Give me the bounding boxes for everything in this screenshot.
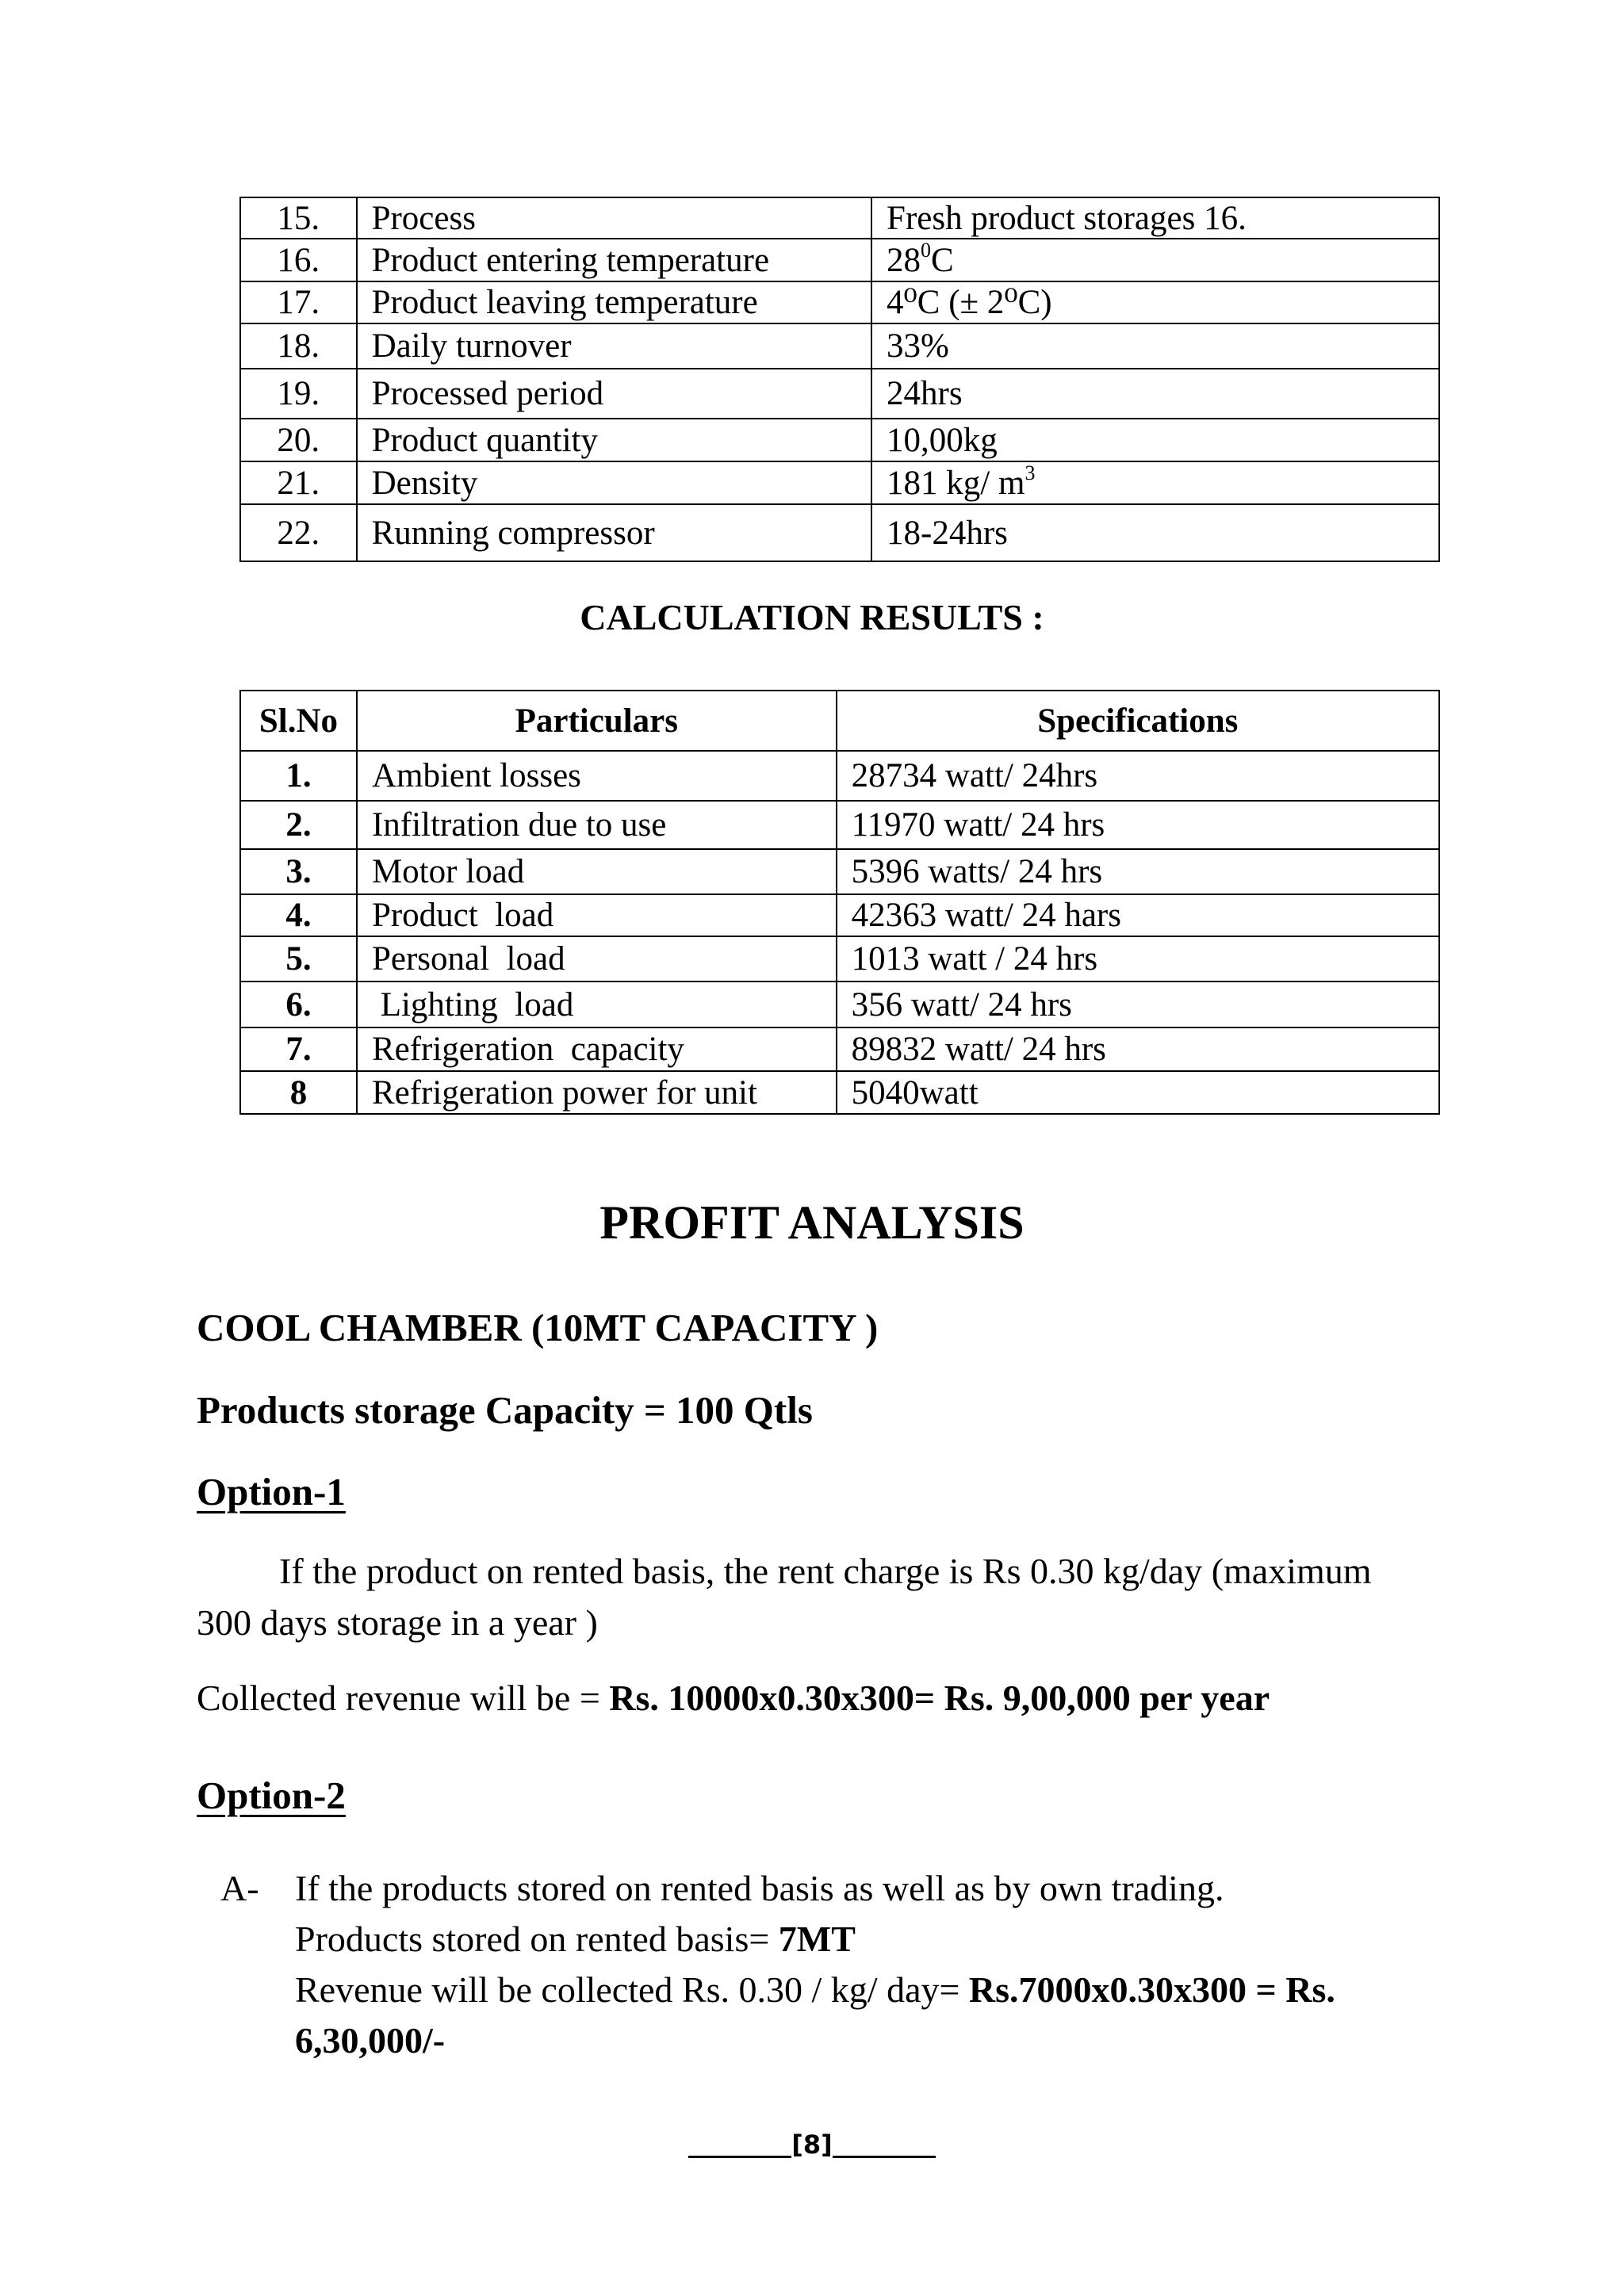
row-value: $28^0C$ <box>871 239 1439 281</box>
storage-capacity-heading: Products storage Capacity = 100 Qtls <box>197 1388 813 1432</box>
option-2-revenue-total: 6,30,000/- <box>295 2020 446 2061</box>
row-specification: 5396 watts/ 24 hrs <box>837 849 1439 894</box>
process-parameters-table <box>239 197 1440 562</box>
table-row <box>240 504 1439 561</box>
row-particular: Infiltration due to use <box>357 801 837 849</box>
table-row <box>240 982 1439 1027</box>
row-number: 7. <box>240 1027 357 1071</box>
row-parameter: Product leaving temperature <box>357 281 871 323</box>
option-2-text-line-1: If the products stored on rented basis as well as by own trading. <box>295 1868 1224 1908</box>
row-value: 18-24hrs <box>871 504 1439 561</box>
option-1-text-line-2: 300 days storage in a year ) <box>197 1602 598 1643</box>
row-particular: Motor load <box>357 849 837 894</box>
row-specification: 11970 watt/ 24 hrs <box>837 801 1439 849</box>
table-row <box>240 801 1439 849</box>
cool-chamber-heading: COOL CHAMBER (10MT CAPACITY ) <box>197 1306 879 1349</box>
header-specifications: Specifications <box>837 691 1439 751</box>
table-row <box>240 419 1439 461</box>
row-number: 21. <box>240 461 357 504</box>
row-number: 19. <box>240 369 357 419</box>
table-row <box>240 323 1439 369</box>
calculation-results-table <box>239 690 1440 1115</box>
calculation-results-heading: CALCULATION RESULTS : <box>580 597 1044 637</box>
row-particular: Refrigeration capacity <box>357 1027 837 1071</box>
row-number: 3. <box>240 849 357 894</box>
header-slno: Sl.No <box>240 691 357 751</box>
table-row <box>240 369 1439 419</box>
row-number: 16. <box>240 239 357 281</box>
table-row <box>240 1071 1439 1114</box>
row-particular: Product load <box>357 894 837 936</box>
row-specification: 28734 watt/ 24hrs <box>837 751 1439 801</box>
row-particular: Refrigeration power for unit <box>357 1071 837 1114</box>
row-value: 24hrs <box>871 369 1439 419</box>
option-1-revenue <box>197 1677 1270 1719</box>
profit-analysis-title: PROFIT ANALYSIS <box>599 1196 1025 1249</box>
footer-rule-right <box>833 2156 936 2158</box>
option-1-text-line-1: If the product on rented basis, the rent charge is Rs 0.30 kg/day (maximum <box>279 1551 1372 1591</box>
row-value: 4⁰C (± 2⁰C) <box>871 281 1439 323</box>
row-specification: 356 watt/ 24 hrs <box>837 982 1439 1027</box>
row-number: 4. <box>240 894 357 936</box>
table-row <box>240 1027 1439 1071</box>
row-parameter: Process <box>357 197 871 239</box>
row-number: 1. <box>240 751 357 801</box>
revenue-label: Collected revenue will be = <box>197 1678 610 1718</box>
row-specification: 89832 watt/ 24 hrs <box>837 1027 1439 1071</box>
table-row <box>240 461 1439 504</box>
page-number-footer <box>0 2130 1624 2160</box>
row-particular: Ambient losses <box>357 751 837 801</box>
row-parameter: Processed period <box>357 369 871 419</box>
row-specification: 1013 watt / 24 hrs <box>837 936 1439 982</box>
table-header-row <box>240 691 1439 751</box>
row-value: Fresh product storages 16. <box>871 197 1439 239</box>
row-number: 18. <box>240 323 357 369</box>
row-parameter: Product entering temperature <box>357 239 871 281</box>
row-number: 5. <box>240 936 357 982</box>
row-value: 10,00kg <box>871 419 1439 461</box>
table-row <box>240 239 1439 281</box>
option-1-heading: Option-1 <box>197 1470 346 1513</box>
row-number: 17. <box>240 281 357 323</box>
row-number: 20. <box>240 419 357 461</box>
row-specification: 5040watt <box>837 1071 1439 1114</box>
row-number: 15. <box>240 197 357 239</box>
table-row <box>240 936 1439 982</box>
table-row <box>240 751 1439 801</box>
table-row <box>240 281 1439 323</box>
table-row <box>240 197 1439 239</box>
option-2-heading: Option-2 <box>197 1774 346 1817</box>
row-parameter: Product quantity <box>357 419 871 461</box>
header-particulars: Particulars <box>357 691 837 751</box>
table-row <box>240 849 1439 894</box>
revenue-value: Rs. 10000x0.30x300= Rs. 9,00,000 per year <box>609 1678 1270 1718</box>
row-number: 8 <box>240 1071 357 1114</box>
option-2-rented-quantity: Products stored on rented basis= 7MT <box>295 1919 856 1959</box>
row-parameter: Running compressor <box>357 504 871 561</box>
list-marker: A- <box>220 1868 259 1908</box>
row-specification: 42363 watt/ 24 hars <box>837 894 1439 936</box>
row-parameter: Density <box>357 461 871 504</box>
row-value: 181 kg/ $m^3$ <box>871 461 1439 504</box>
row-number: 22. <box>240 504 357 561</box>
row-value: 33% <box>871 323 1439 369</box>
row-particular: Lighting load <box>357 982 837 1027</box>
table-row <box>240 894 1439 936</box>
footer-rule-left <box>688 2156 791 2158</box>
row-particular: Personal load <box>357 936 837 982</box>
row-number: 2. <box>240 801 357 849</box>
row-number: 6. <box>240 982 357 1027</box>
row-parameter: Daily turnover <box>357 323 871 369</box>
option-2-revenue: Revenue will be collected Rs. 0.30 / kg/ day= Rs.7000x0.30x300 = Rs. <box>295 1969 1335 2010</box>
page-number: [8] <box>791 2130 833 2160</box>
